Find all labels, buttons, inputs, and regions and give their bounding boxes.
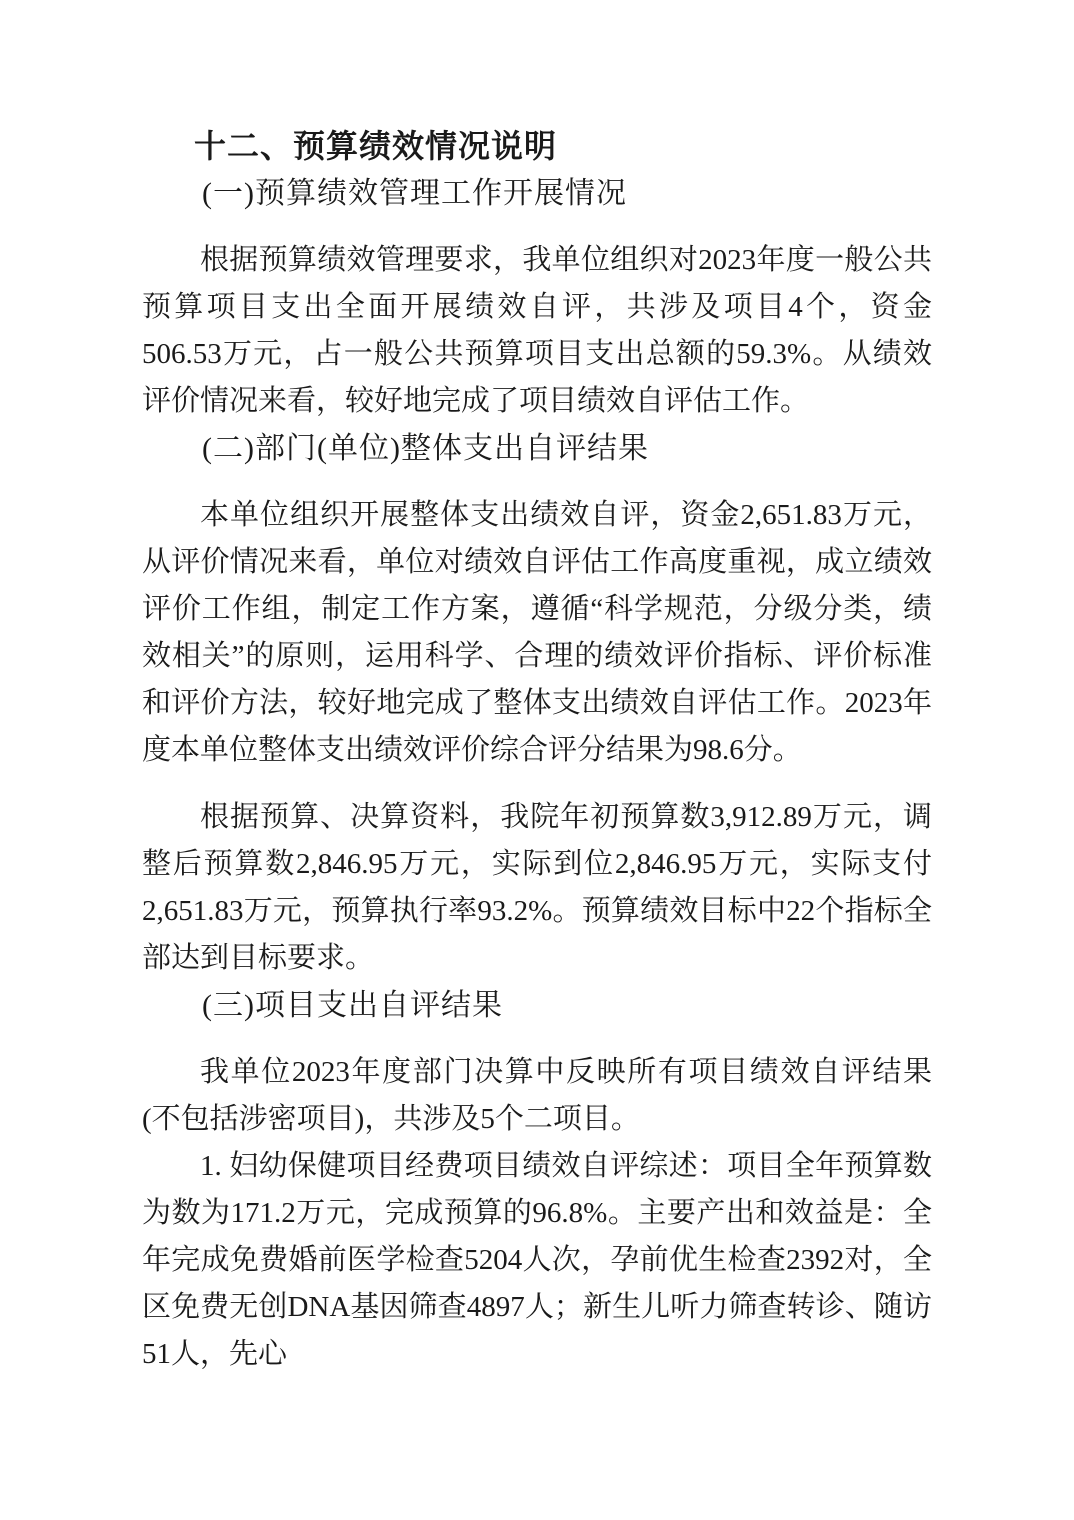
subsection-heading-2-overall-expenditure-result: (二)部门(单位)整体支出自评结果 xyxy=(202,432,649,465)
paragraph-maternal-child-health-project: 1. 妇幼保健项目经费项目绩效自评综述：项目全年预算数为数为171.2万元，完成预算的96.8%。主要产出和效益是：全年完成免费婚前医学检查5204人次，孕前优生检查2392对，全区免费无创DNA基因筛查4897人；新生儿听力筛查转诊、随访51人，先心 xyxy=(142,1150,932,1370)
paragraph-project-result-scope: 我单位2023年度部门决算中反映所有项目绩效自评结果(不包括涉密项目)，共涉及5个二项目。 xyxy=(142,1056,932,1135)
subsection-heading-1-management-work: (一)预算绩效管理工作开展情况 xyxy=(202,177,627,210)
paragraph-budget-execution-figures: 根据预算、决算资料，我院年初预算数3,912.89万元，调整后预算数2,846.95万元，实际到位2,846.95万元，实际支付2,651.83万元，预算执行率93.2%。预算绩效目标中22个指标全部达到目标要求。 xyxy=(142,801,932,974)
section-heading-budget-performance: 十二、预算绩效情况说明 xyxy=(194,128,558,164)
paragraph-overall-expenditure-self-evaluation: 本单位组织开展整体支出绩效自评，资金2,651.83万元，从评价情况来看，单位对绩效自评估工作高度重视，成立绩效评价工作组，制定工作方案，遵循“科学规范，分级分类，绩效相关”的原则，运用科学、合理的绩效评价指标、评价标准和评价方法，较好地完成了整体支出绩效自评估工作。2023年度本单位整体支出绩效评价综合评分结果为98.6分。 xyxy=(142,499,932,766)
paragraph-project-self-evaluation: 根据预算绩效管理要求，我单位组织对2023年度一般公共预算项目支出全面开展绩效自评，共涉及项目4个，资金506.53万元，占一般公共预算项目支出总额的59.3%。从绩效评价情况来看，较好地完成了项目绩效自评估工作。 xyxy=(142,244,932,417)
subsection-heading-3-project-expenditure-result: (三)项目支出自评结果 xyxy=(202,989,503,1022)
